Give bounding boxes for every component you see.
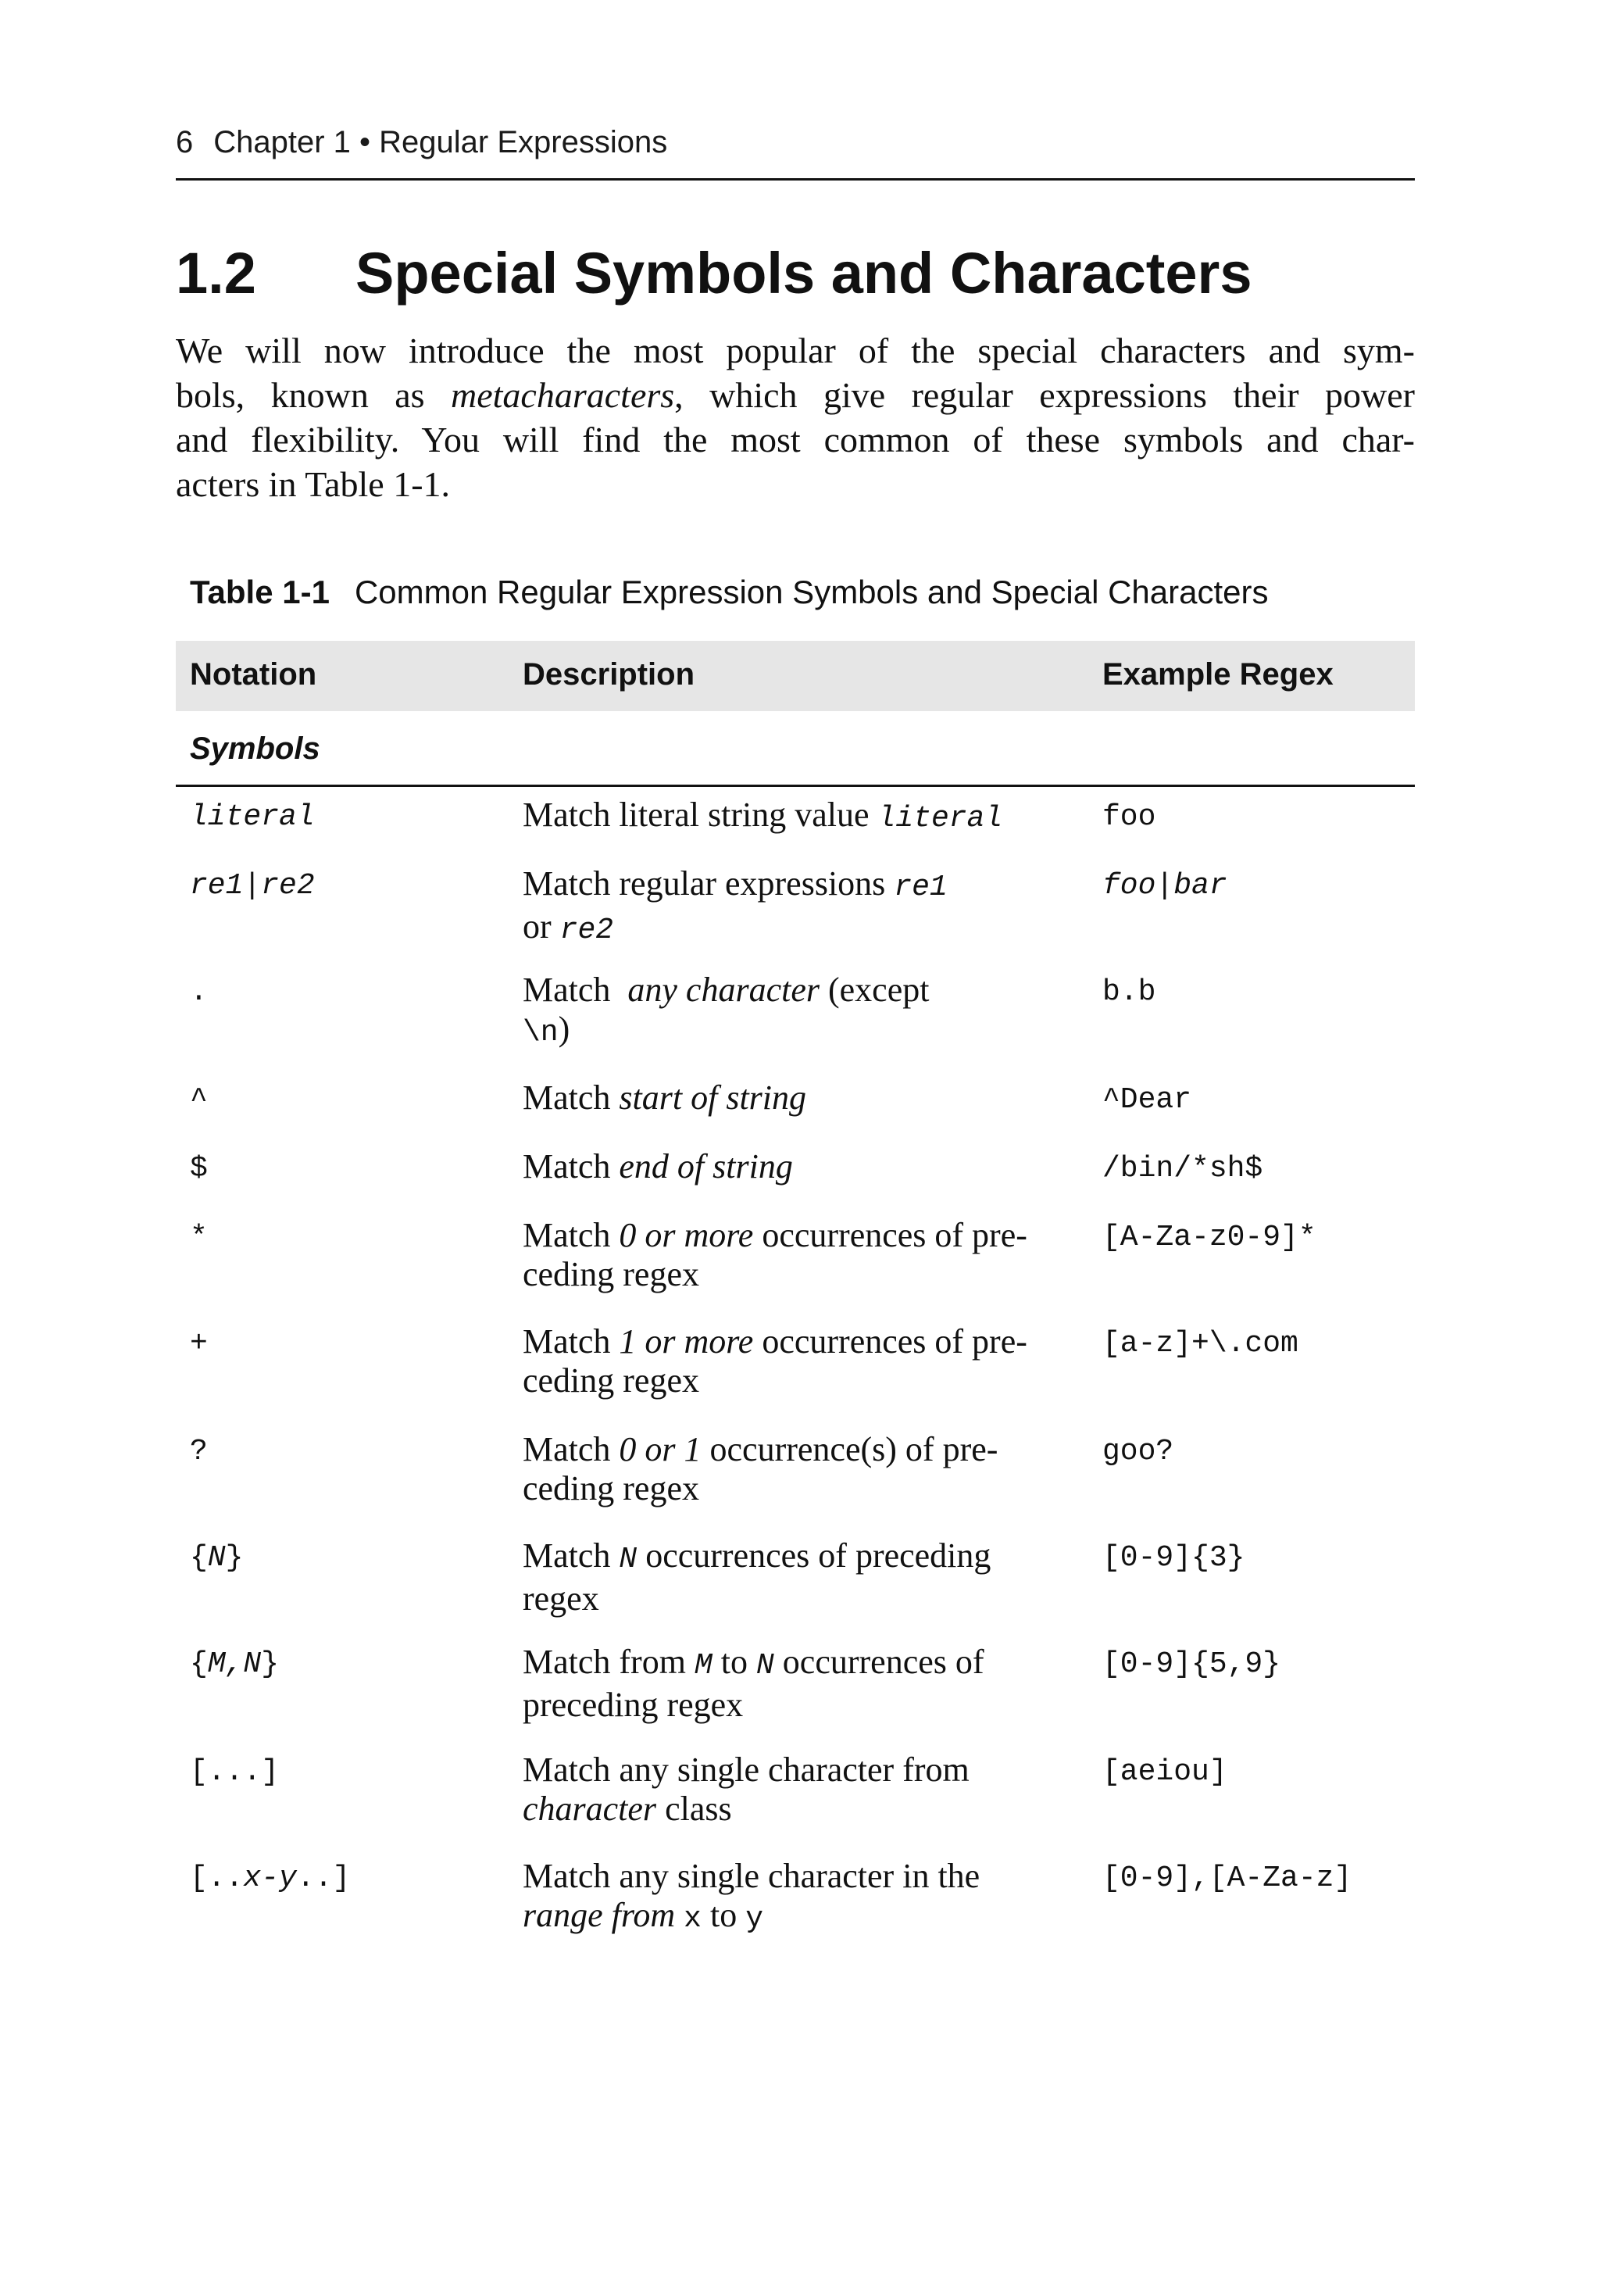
header-rule xyxy=(176,178,1415,181)
intro-text: , which give regular expressions their power xyxy=(674,375,1415,415)
group-rule xyxy=(176,785,1415,787)
row-description xyxy=(523,1430,1070,1508)
row-notation: ^ xyxy=(190,1083,208,1117)
description-line xyxy=(523,796,1070,839)
intro-line: acters in Table 1-1. xyxy=(176,464,451,504)
description-code: literal xyxy=(877,802,1003,835)
description-code: y xyxy=(745,1902,764,1936)
row-example: [a-z]+\.com xyxy=(1102,1327,1298,1361)
description-code: \n xyxy=(523,1016,559,1050)
notation-text: [.. xyxy=(190,1861,244,1895)
description-text: to xyxy=(712,1643,756,1681)
group-label: Symbols xyxy=(190,731,320,766)
row-example: [0-9]{3} xyxy=(1102,1541,1245,1575)
intro-line xyxy=(176,373,1415,417)
description-emphasis: end of string xyxy=(619,1147,793,1186)
row-notation: + xyxy=(190,1327,208,1361)
header-example: Example Regex xyxy=(1102,657,1334,692)
page-number: 6 xyxy=(176,125,194,159)
description-emphasis: any character xyxy=(627,971,820,1009)
description-text: occurrence(s) of pre- xyxy=(701,1430,998,1468)
row-example: ^Dear xyxy=(1102,1083,1192,1117)
description-text: Match regular expressions xyxy=(523,864,895,903)
description-text: occurrences of xyxy=(773,1643,984,1681)
description-line xyxy=(523,907,1070,950)
row-description xyxy=(523,1857,1070,1939)
row-description xyxy=(523,1643,1070,1725)
description-text: Match xyxy=(523,1322,620,1361)
description-code: N xyxy=(755,1649,774,1683)
description-text: Match from xyxy=(523,1643,695,1681)
description-text: occurrences of pre- xyxy=(753,1322,1027,1361)
description-text: Match xyxy=(523,1147,620,1186)
row-description xyxy=(523,1751,1070,1829)
row-example: [A-Za-z0-9]* xyxy=(1102,1221,1316,1254)
row-example: b.b xyxy=(1102,975,1156,1009)
description-text: occurrences of pre- xyxy=(753,1216,1027,1254)
row-notation xyxy=(190,1644,279,1685)
description-line xyxy=(523,1790,1070,1829)
description-text: Match xyxy=(523,1430,620,1468)
description-text: class xyxy=(656,1790,732,1828)
notation-variable: N xyxy=(207,1541,226,1575)
row-description xyxy=(523,864,1070,950)
notation-variable: x-y xyxy=(243,1861,297,1895)
row-description xyxy=(523,1322,1070,1400)
description-line xyxy=(523,971,1070,1010)
description-line xyxy=(523,1216,1070,1255)
row-example: [0-9]{5,9} xyxy=(1102,1647,1281,1681)
row-notation xyxy=(190,1538,243,1579)
description-code: N xyxy=(619,1543,638,1576)
table-caption-text: Common Regular Expression Symbols and Special Characters xyxy=(354,574,1269,610)
description-emphasis: start of string xyxy=(619,1078,807,1117)
section-number: 1.2 xyxy=(176,241,256,306)
description-text: Match xyxy=(523,1216,620,1254)
description-code: re1 xyxy=(894,871,948,904)
description-line xyxy=(523,1536,1070,1579)
table-header xyxy=(176,641,1415,711)
description-line: Match any single character from xyxy=(523,1751,970,1789)
notation-text: } xyxy=(261,1647,280,1681)
description-line xyxy=(523,1430,1070,1469)
chapter-title: Chapter 1 • Regular Expressions xyxy=(213,125,668,159)
description-text: (except xyxy=(820,971,930,1009)
table-label: Table 1-1 xyxy=(190,574,330,610)
row-example: foo xyxy=(1102,800,1156,834)
row-notation: . xyxy=(190,975,208,1009)
description-text: occurrences of preceding xyxy=(637,1536,991,1575)
intro-line: We will now introduce the most popular of the special characters and sym- xyxy=(176,331,1415,370)
description-line: ceding regex xyxy=(523,1361,699,1400)
description-text xyxy=(675,1896,684,1934)
row-example: goo? xyxy=(1102,1435,1174,1468)
description-text: Match literal string value xyxy=(523,796,878,834)
description-text: to xyxy=(701,1896,746,1934)
intro-term: metacharacters xyxy=(451,375,675,415)
description-code: re2 xyxy=(559,914,614,947)
row-notation: * xyxy=(190,1221,208,1254)
description-text: Match xyxy=(523,1536,620,1575)
row-example: foo|bar xyxy=(1102,869,1227,903)
description-emphasis: character xyxy=(523,1790,657,1828)
description-line: ceding regex xyxy=(523,1469,699,1507)
description-line xyxy=(523,1322,1070,1361)
notation-text: { xyxy=(190,1541,208,1575)
description-line xyxy=(523,1147,1070,1186)
description-line: preceding regex xyxy=(523,1686,744,1724)
row-notation: [...] xyxy=(190,1755,280,1789)
row-notation: literal xyxy=(190,800,315,834)
description-text: or xyxy=(523,907,560,946)
section-title: Special Symbols and Characters xyxy=(355,241,1252,306)
row-description xyxy=(523,971,1070,1053)
row-description xyxy=(523,1536,1070,1618)
description-line xyxy=(523,1896,1070,1939)
description-emphasis: 1 or more xyxy=(619,1322,754,1361)
description-text: ) xyxy=(558,1010,570,1048)
running-head xyxy=(176,119,667,166)
header-description: Description xyxy=(523,657,695,692)
description-emphasis: 0 or more xyxy=(619,1216,754,1254)
table-caption xyxy=(190,569,1268,616)
intro-paragraph xyxy=(176,328,1415,506)
row-notation: re1|re2 xyxy=(190,869,315,903)
description-line: regex xyxy=(523,1579,599,1618)
description-line xyxy=(523,1010,1070,1053)
intro-text: bols, known as xyxy=(176,375,452,415)
section-heading xyxy=(176,234,1252,313)
description-line xyxy=(523,1078,1070,1118)
description-code: M xyxy=(694,1649,712,1683)
row-example: [aeiou] xyxy=(1102,1755,1227,1789)
row-description xyxy=(523,796,1070,839)
row-notation xyxy=(190,1858,350,1899)
row-notation: $ xyxy=(190,1152,208,1186)
description-line xyxy=(523,1643,1070,1686)
intro-line: and flexibility. You will find the most common of these symbols and char- xyxy=(176,420,1415,460)
description-text: Match xyxy=(523,1078,620,1117)
description-code: x xyxy=(684,1902,702,1936)
notation-text: { xyxy=(190,1647,208,1681)
row-description xyxy=(523,1147,1070,1186)
notation-variable: M,N xyxy=(207,1647,262,1681)
row-example: [0-9],[A-Za-z] xyxy=(1102,1861,1352,1895)
header-notation: Notation xyxy=(190,657,317,692)
description-emphasis: 0 or 1 xyxy=(619,1430,702,1468)
description-line: ceding regex xyxy=(523,1255,699,1293)
row-example: /bin/*sh$ xyxy=(1102,1152,1263,1186)
description-emphasis: range from xyxy=(523,1896,676,1934)
notation-text: } xyxy=(225,1541,244,1575)
description-line: Match any single character in the xyxy=(523,1857,980,1895)
notation-text: ..] xyxy=(296,1861,351,1895)
description-line xyxy=(523,864,1070,907)
row-description xyxy=(523,1078,1070,1118)
row-description xyxy=(523,1216,1070,1294)
description-text: Match xyxy=(523,971,628,1009)
row-notation: ? xyxy=(190,1435,208,1468)
